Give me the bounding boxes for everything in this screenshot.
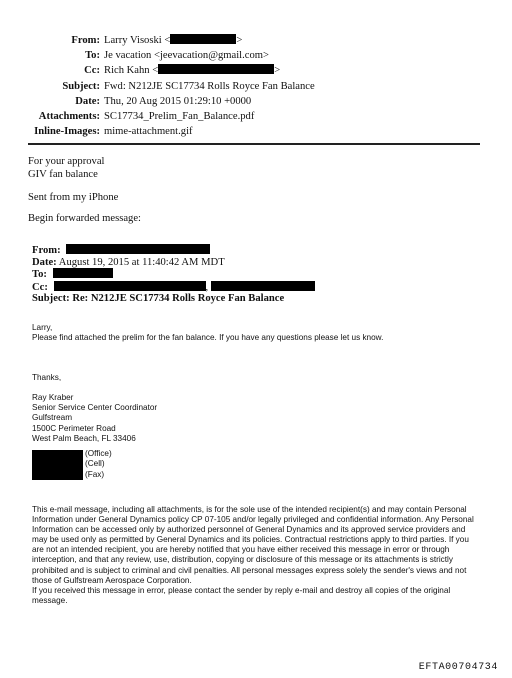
signature-company: Gulfstream [32,413,73,423]
fwd-to-label: To: [32,269,47,281]
from-value: Larry Visoski < [104,35,171,46]
signature-block [32,393,157,444]
disclaimer-line: Information can be accessed only by authorized personnel of General Dynamics and its approved service providers and [32,525,466,535]
header-subject-row [0,79,512,94]
fwd-subject-row [32,293,315,305]
disclaimer-line: those of Gulfstream Aerospace Corporation. [32,575,192,585]
fwd-subject-label: Subject: [32,293,70,305]
disclaimer-line: prohibited and is subject to criminal and civil penalties. All personal messages express solely the sender's views and not [32,565,467,575]
fwd-date-row [32,257,315,269]
header-cc-row [0,63,512,78]
date-value: Thu, 20 Aug 2015 01:29:10 +0000 [104,95,252,107]
disclaimer-line: are not an intended recipient, you are hereby notified that you have either received this message in error or through [32,545,450,555]
confidentiality-disclaimer [32,505,480,606]
inline-images-value: mime-attachment.gif [104,126,193,138]
to-value: Je vacation <jeevacation@gmail.com> [104,50,269,62]
phone-cell-label: (Cell) [85,459,105,469]
inline-images-label: Inline-Images: [34,126,100,138]
signature-address-line2: West Palm Beach, FL 33406 [32,433,136,443]
signature-title: Senior Service Center Coordinator [32,403,158,413]
greeting: Larry, [32,323,53,332]
fwd-cc-row [32,281,315,294]
message-body [32,323,383,343]
disclaimer-line: may be used only as permitted by General Dynamics and its policies. Contractual restrictions apply to third parties. If you [32,535,469,545]
cc-label: Cc: [84,65,100,77]
bates-number: EFTA00704734 [418,662,498,673]
message-text: Please find attached the prelim for the fan balance. If you have any questions please let us know. [32,333,384,343]
header-attachments-row [0,109,512,124]
cc-value: Rich Kahn < [104,65,159,77]
redaction-box [211,281,315,291]
intro-line: GIV fan balance [28,168,98,180]
forwarded-header [32,244,315,305]
attachments-value: SC17734_Prelim_Fan_Balance.pdf [104,110,255,122]
from-label: From: [71,35,100,46]
redaction-box [32,450,83,480]
date-label: Date: [75,95,100,107]
thanks: Thanks, [32,373,62,382]
sent-from-iphone: Sent from my iPhone [28,192,119,203]
header-inline-images-row [0,124,512,139]
cc-close: > [274,65,281,77]
disclaimer-line: Information under General Dynamics policy CP 07-105 and/or legally privileged and confidential information. Any Personal [32,515,474,525]
header-divider [28,143,480,145]
to-label: To: [85,50,100,62]
disclaimer-line: interception, and that any review, use, distribution, copying or disclosure of this message or its attachments is strictly [32,555,453,565]
redaction-box [53,268,113,278]
intro-line: For your approval [28,156,105,167]
signature-name: Ray Kraber [32,393,74,402]
begin-forwarded: Begin forwarded message: [28,213,141,224]
redaction-box [158,64,274,74]
fwd-from-row [32,244,315,257]
phone-fax-label: (Fax) [85,469,105,479]
intro-block [28,156,105,181]
attachments-label: Attachments: [38,110,100,122]
from-close: > [236,35,243,46]
disclaimer-line: This e-mail message, including all attachments, is for the sole use of the intended recipient(s) and may contain Personal [32,505,467,514]
disclaimer-line: If you received this message in error, please contact the sender by reply e-mail and destroy all copies of the original [32,585,451,595]
subject-value: Fwd: N212JE SC17734 Rolls Royce Fan Balance [104,80,315,92]
header-to-row [0,48,512,63]
subject-label: Subject: [62,80,100,92]
disclaimer-line: message. [32,595,68,605]
fwd-subject-value: Re: N212JE SC17734 Rolls Royce Fan Balance [72,293,285,305]
fwd-from-label: From: [32,245,61,256]
fwd-to-row [32,268,315,281]
redaction-box [170,34,236,44]
redaction-box [66,244,210,254]
redaction-box [54,281,206,291]
fwd-cc-separator: , [205,281,209,293]
header-date-row [0,94,512,109]
signature-address-line1: 1500C Perimeter Road [32,423,116,433]
fwd-cc-label: Cc: [32,281,48,293]
phone-office-label: (Office) [85,449,112,458]
header-from-row [0,33,512,48]
fwd-date-label: Date: [32,256,57,268]
email-header [0,33,512,139]
fwd-date-value: August 19, 2015 at 11:40:42 AM MDT [58,256,225,268]
